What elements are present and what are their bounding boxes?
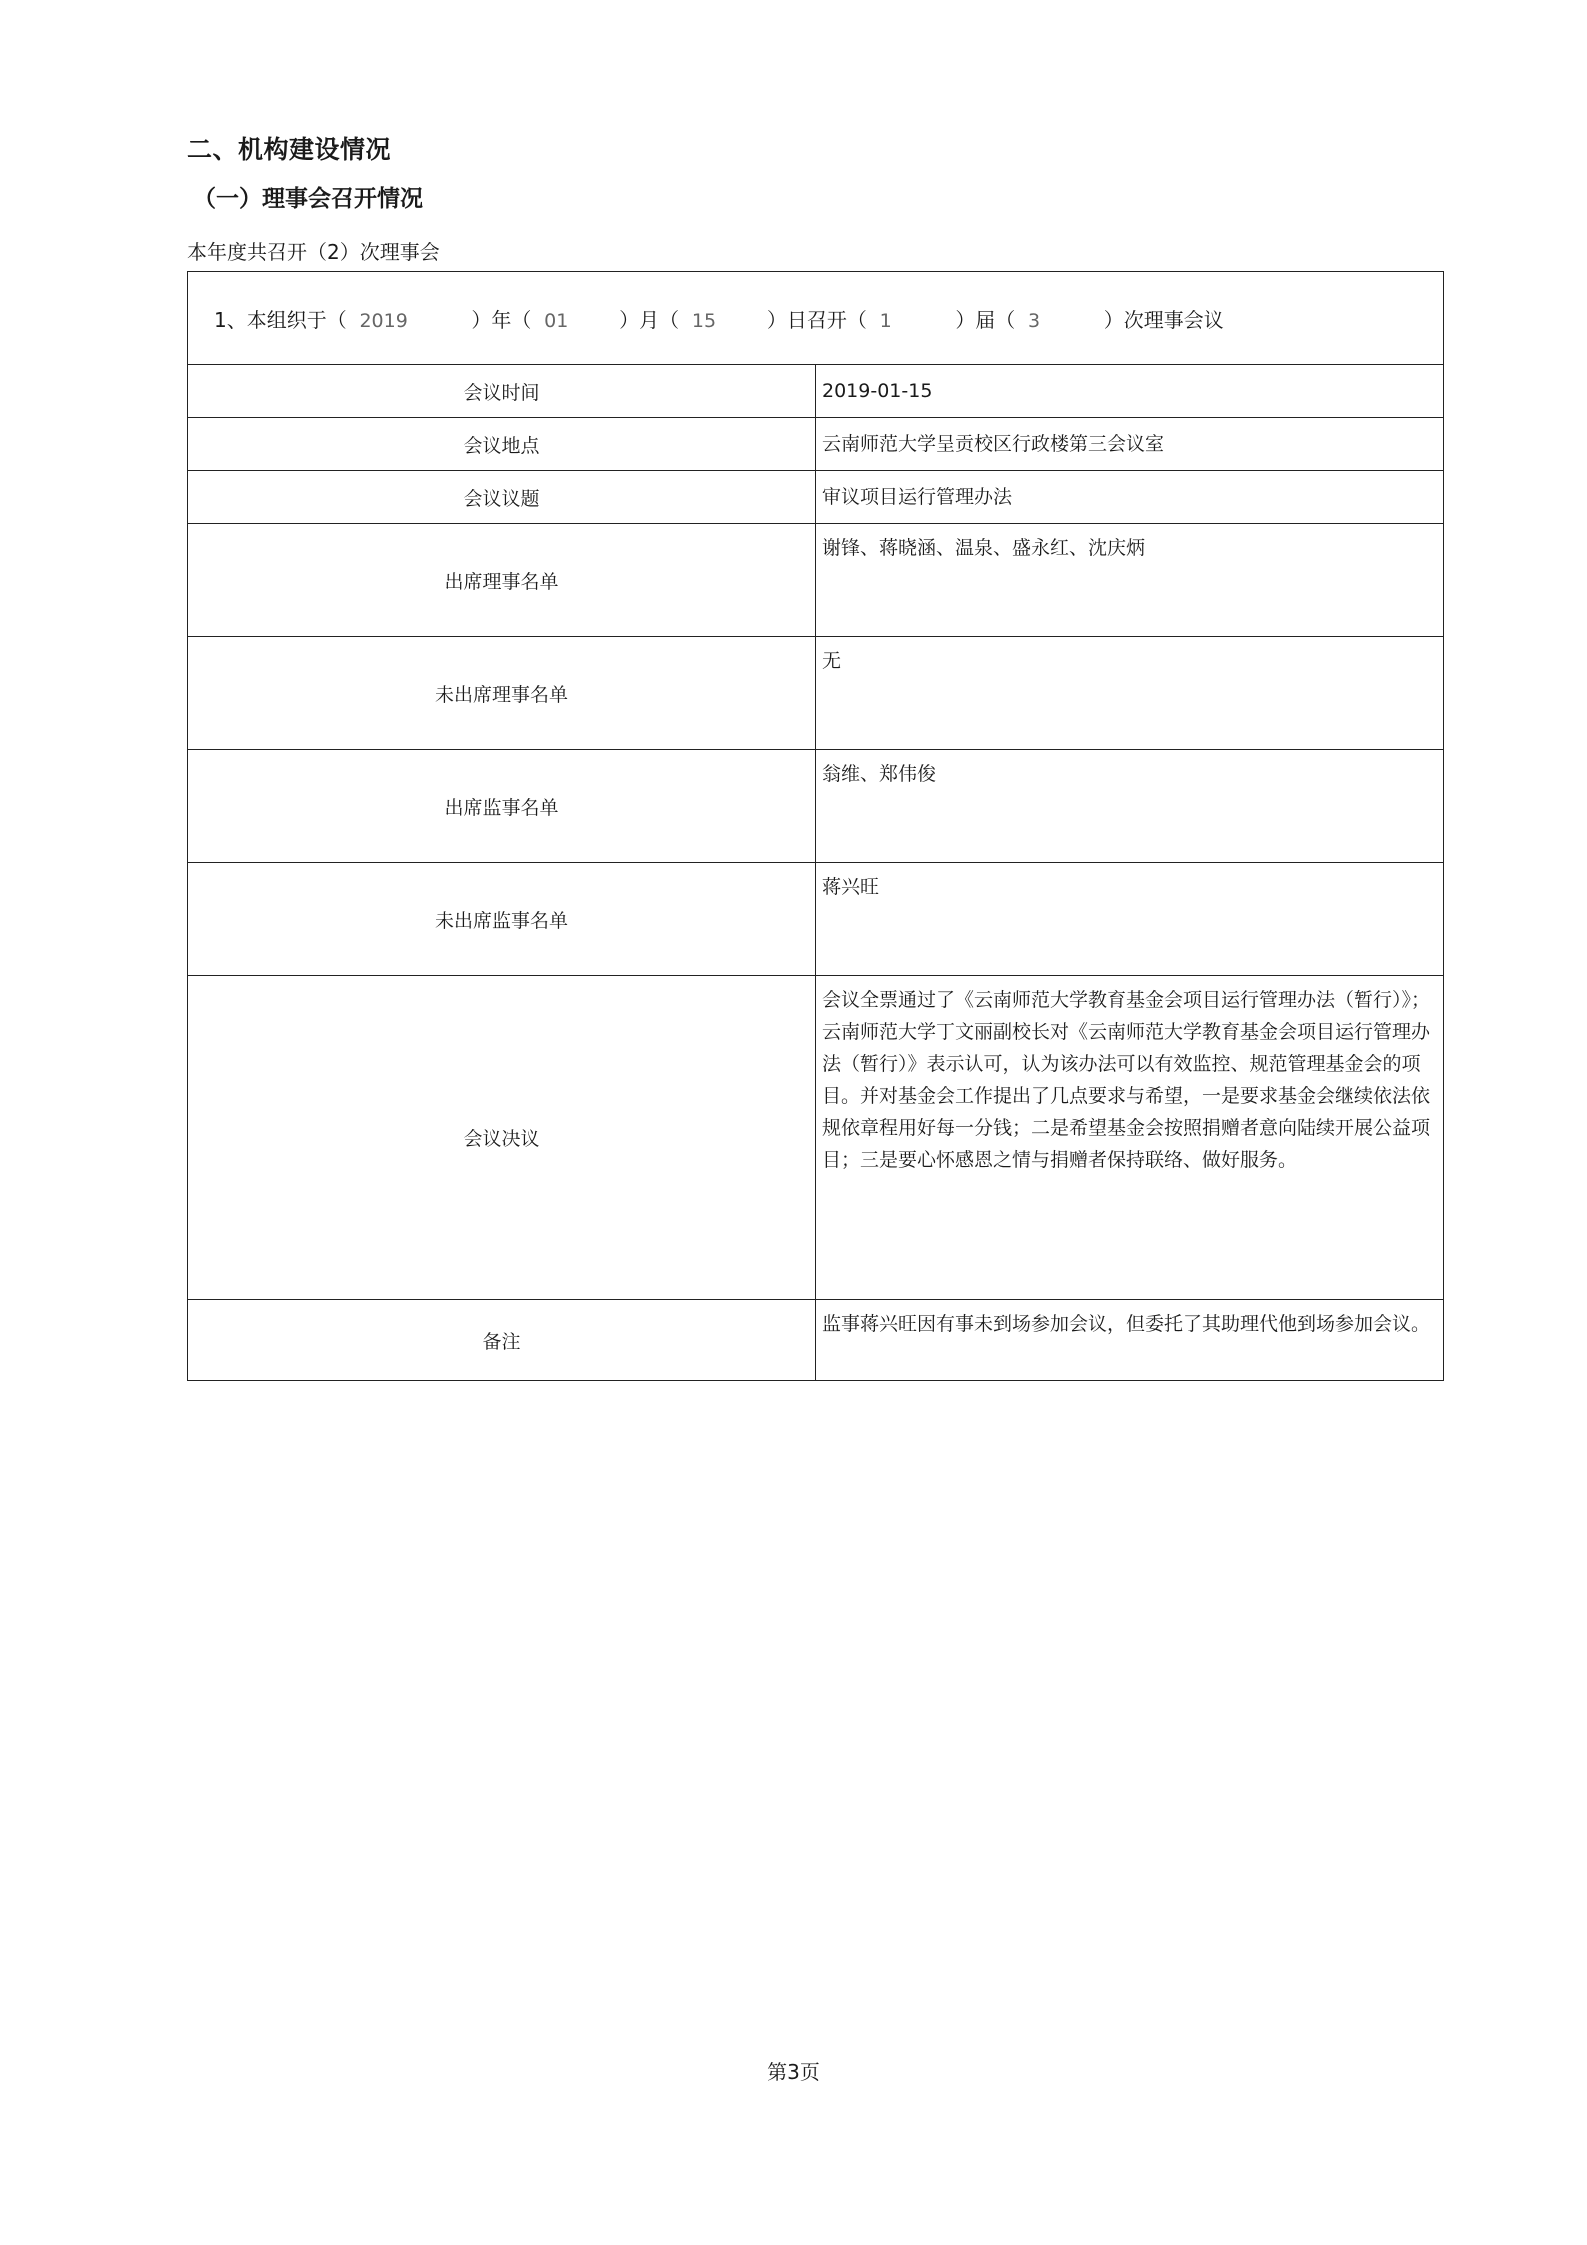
meeting-count-summary: 本年度共召开（2）次理事会 bbox=[187, 240, 440, 264]
row-absent-directors bbox=[188, 637, 1444, 750]
label-resolution: 会议决议 bbox=[188, 976, 816, 1300]
subsection-title: （一）理事会召开情况 bbox=[193, 186, 423, 212]
row-meeting-location bbox=[188, 418, 1444, 471]
meeting-header-cell bbox=[188, 272, 1444, 365]
section-title: 二、机构建设情况 bbox=[187, 135, 392, 164]
label-absent-directors: 未出席理事名单 bbox=[188, 637, 816, 750]
value-resolution: 会议全票通过了《云南师范大学教育基金会项目运行管理办法（暂行）》；云南师范大学丁文丽副校长对《云南师范大学教育基金会项目运行管理办法（暂行）》表示认可，认为该办法可以有效监控、规范管理基金会的项目。并对基金会工作提出了几点要求与希望，一是要求基金会继续依法依规依章程用好每一分钱；二是希望基金会按照捐赠者意向陆续开展公益项目；三是要心怀感恩之情与捐赠者保持联络、做好服务。 bbox=[816, 976, 1444, 1300]
row-remarks bbox=[188, 1300, 1444, 1381]
header-day: 15 bbox=[691, 309, 717, 332]
row-attending-directors bbox=[188, 524, 1444, 637]
value-meeting-time: 2019-01-15 bbox=[816, 365, 1444, 418]
value-attending-directors: 谢锋、蒋晓涵、温泉、盛永红、沈庆炳 bbox=[816, 524, 1444, 637]
header-month-suffix: ）月（ bbox=[619, 307, 680, 332]
header-prefix: 1、本组织于（ bbox=[214, 307, 347, 332]
value-attending-supervisors: 翁维、郑伟俊 bbox=[816, 750, 1444, 863]
label-attending-supervisors: 出席监事名单 bbox=[188, 750, 816, 863]
label-remarks: 备注 bbox=[188, 1300, 816, 1381]
value-remarks: 监事蒋兴旺因有事未到场参加会议，但委托了其助理代他到场参加会议。 bbox=[816, 1300, 1444, 1381]
label-meeting-location: 会议地点 bbox=[188, 418, 816, 471]
value-absent-directors: 无 bbox=[816, 637, 1444, 750]
value-meeting-topic: 审议项目运行管理办法 bbox=[816, 471, 1444, 524]
header-year: 2019 bbox=[359, 309, 408, 332]
row-absent-supervisors bbox=[188, 863, 1444, 976]
value-absent-supervisors: 蒋兴旺 bbox=[816, 863, 1444, 976]
label-meeting-topic: 会议议题 bbox=[188, 471, 816, 524]
row-meeting-time bbox=[188, 365, 1444, 418]
meeting-header-text bbox=[214, 308, 1224, 332]
header-number-suffix: ）次理事会议 bbox=[1103, 307, 1224, 332]
header-session-suffix: ）届（ bbox=[955, 307, 1016, 332]
label-attending-directors: 出席理事名单 bbox=[188, 524, 816, 637]
row-meeting-topic bbox=[188, 471, 1444, 524]
header-month: 01 bbox=[544, 309, 569, 332]
label-meeting-time: 会议时间 bbox=[188, 365, 816, 418]
header-session: 1 bbox=[879, 309, 892, 332]
value-meeting-location: 云南师范大学呈贡校区行政楼第三会议室 bbox=[816, 418, 1444, 471]
meeting-table bbox=[187, 271, 1444, 1381]
meeting-header-row bbox=[188, 272, 1444, 365]
header-number: 3 bbox=[1028, 309, 1041, 332]
header-day-suffix: ）日召开（ bbox=[766, 307, 867, 332]
label-absent-supervisors: 未出席监事名单 bbox=[188, 863, 816, 976]
row-resolution bbox=[188, 976, 1444, 1300]
page-number: 第3页 bbox=[767, 2060, 820, 2084]
row-attending-supervisors bbox=[188, 750, 1444, 863]
header-year-suffix: ）年（ bbox=[471, 307, 532, 332]
